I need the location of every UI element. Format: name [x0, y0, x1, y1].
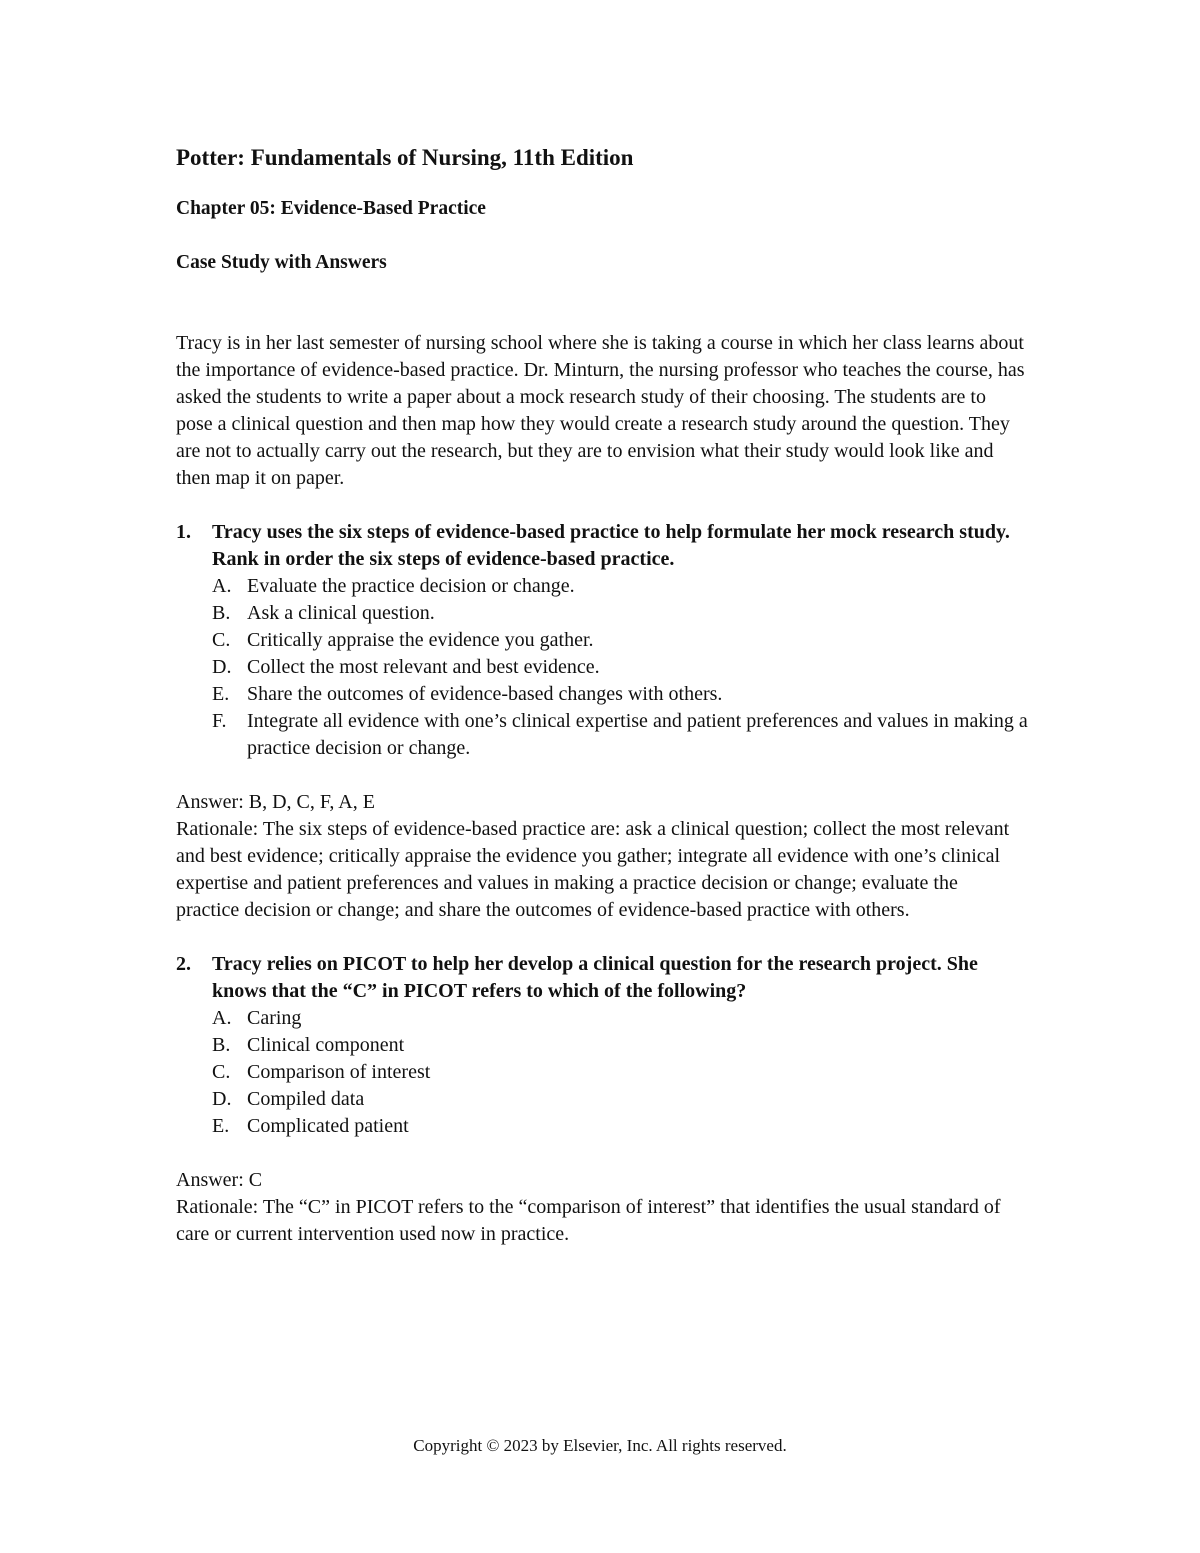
case-intro-paragraph: Tracy is in her last semester of nursing school where she is taking a course in which her class learns about the importance of evidence-based practice. Dr. Minturn, the nursing professor who teaches the course, has asked the students to write a paper about a mock research study of their choosing. The students are to pose a clinical question and then map how they would create a research study around the question. They are not to actually carry out the research, but they are to envision what their study would look like and then map it on paper. [176, 332, 1025, 489]
option-text: Caring [247, 1007, 302, 1029]
option-letter: A. [212, 575, 232, 597]
option-letter: F. [212, 710, 227, 732]
option-a [212, 573, 1036, 600]
option-text: Complicated patient [247, 1115, 409, 1137]
option-text: Share the outcomes of evidence-based changes with others. [247, 683, 723, 705]
question-number: 1. [176, 521, 191, 543]
option-letter: D. [212, 656, 232, 678]
option-letter: C. [212, 1061, 231, 1083]
answer-2: Answer: C [176, 1169, 263, 1191]
option-text: Ask a clinical question. [247, 602, 435, 624]
option-e [212, 681, 1036, 708]
option-letter: E. [212, 1115, 230, 1137]
option-e [212, 1113, 1036, 1140]
question-2 [176, 951, 1036, 1140]
option-letter: A. [212, 1007, 232, 1029]
option-text: Integrate all evidence with one’s clinical expertise and patient preferences and values in making a practice decision or change. [247, 710, 1028, 759]
option-text: Evaluate the practice decision or change. [247, 575, 575, 597]
option-text: Critically appraise the evidence you gather. [247, 629, 594, 651]
option-b [212, 600, 1036, 627]
question-1 [176, 519, 1036, 762]
question-stem: Tracy relies on PICOT to help her develop a clinical question for the research project. She knows that the “C” in PICOT refers to which of the following? [212, 953, 978, 1002]
rationale-1: Rationale: The six steps of evidence-based practice are: ask a clinical question; collect the most relevant and best evidence; critically appraise the evidence you gather; integrate all evidence with one’s clinical expertise and patient preferences and values in making a practice decision or change; evaluate the practice decision or change; and share the outcomes of evidence-based practice with others. [176, 818, 1010, 921]
chapter-heading: Chapter 05: Evidence-Based Practice [176, 198, 486, 219]
option-c [212, 627, 1036, 654]
option-list [212, 573, 1036, 762]
document-title: Potter: Fundamentals of Nursing, 11th Edition [176, 145, 634, 170]
option-text: Collect the most relevant and best evidence. [247, 656, 600, 678]
option-a [212, 1005, 1036, 1032]
option-letter: B. [212, 1034, 231, 1056]
question-number: 2. [176, 953, 191, 975]
option-f [212, 708, 1036, 762]
option-letter: C. [212, 629, 231, 651]
option-c [212, 1059, 1036, 1086]
option-letter: E. [212, 683, 230, 705]
question-stem: Tracy uses the six steps of evidence-based practice to help formulate her mock research study. Rank in order the six steps of evidence-based practice. [212, 521, 1010, 570]
option-list [212, 1005, 1036, 1140]
option-text: Comparison of interest [247, 1061, 431, 1083]
option-letter: D. [212, 1088, 232, 1110]
option-text: Compiled data [247, 1088, 365, 1110]
document-page [176, 140, 1036, 1248]
section-heading: Case Study with Answers [176, 252, 387, 273]
answer-1: Answer: B, D, C, F, A, E [176, 791, 375, 813]
copyright-footer: Copyright © 2023 by Elsevier, Inc. All rights reserved. [413, 1436, 787, 1455]
option-text: Clinical component [247, 1034, 405, 1056]
option-d [212, 654, 1036, 681]
option-b [212, 1032, 1036, 1059]
rationale-2: Rationale: The “C” in PICOT refers to the “comparison of interest” that identifies the usual standard of care or current intervention used now in practice. [176, 1196, 1001, 1245]
option-letter: B. [212, 602, 231, 624]
option-d [212, 1086, 1036, 1113]
